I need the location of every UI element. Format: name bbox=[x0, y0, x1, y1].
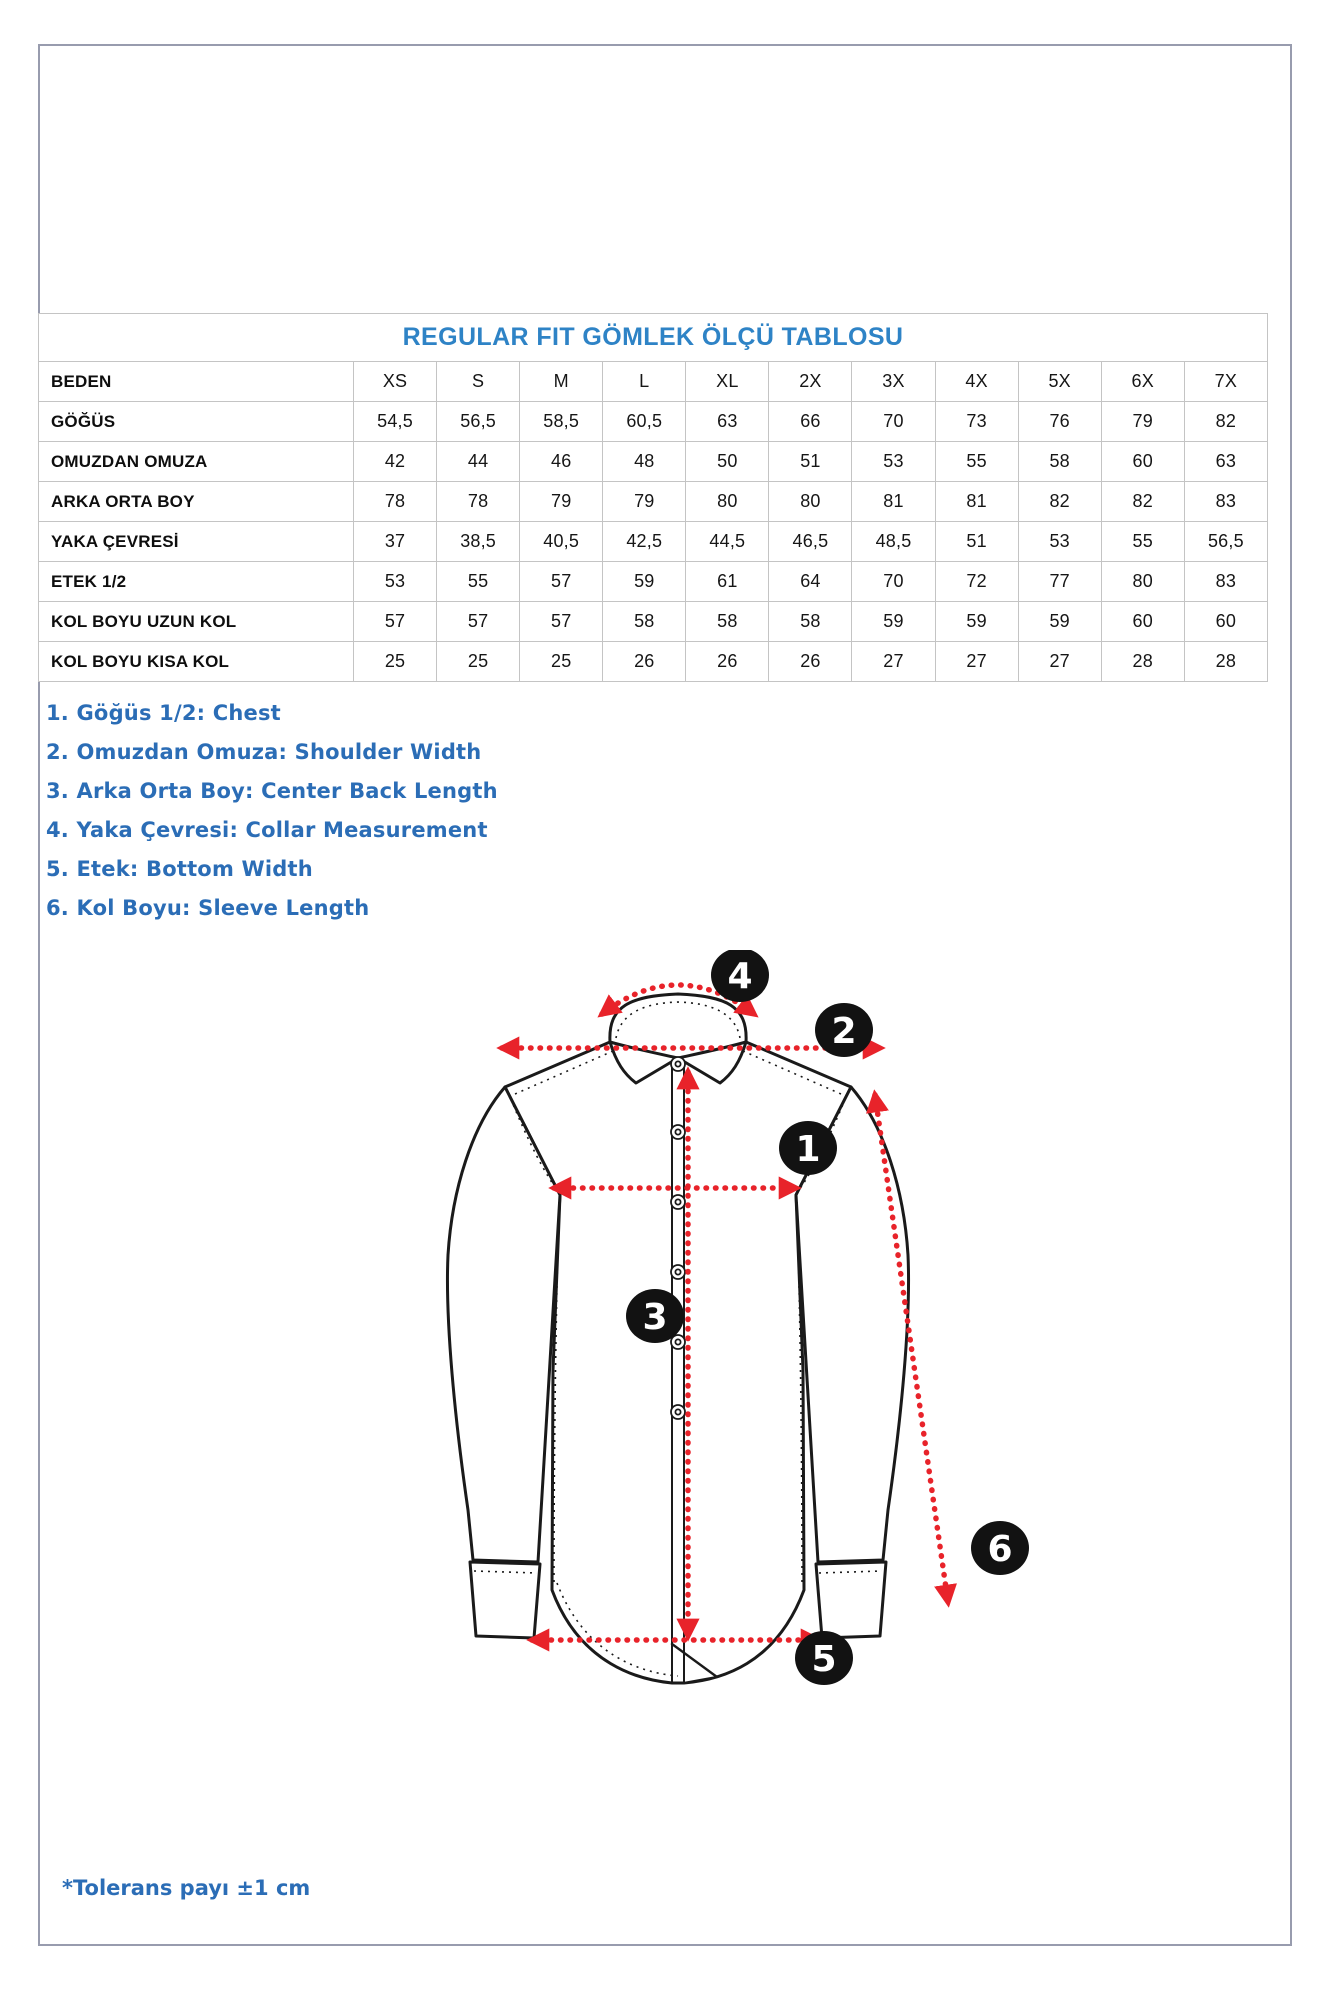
size-value-cell: 80 bbox=[1101, 562, 1184, 602]
size-table-row bbox=[39, 402, 1268, 442]
size-value-cell: 77 bbox=[1018, 562, 1101, 602]
size-table bbox=[38, 313, 1268, 682]
marker-1 bbox=[779, 1121, 837, 1175]
size-value-cell: 56,5 bbox=[1184, 522, 1267, 562]
size-value-cell: 53 bbox=[852, 442, 935, 482]
size-value-cell: 72 bbox=[935, 562, 1018, 602]
size-value-cell: 79 bbox=[603, 482, 686, 522]
size-value-cell: 27 bbox=[1018, 642, 1101, 682]
measurement-row-label: YAKA ÇEVRESİ bbox=[39, 522, 354, 562]
measurement-legend bbox=[46, 701, 498, 935]
size-value-cell: 70 bbox=[852, 402, 935, 442]
size-value-cell: 7X bbox=[1184, 362, 1267, 402]
marker-4 bbox=[711, 950, 769, 1002]
size-value-cell: 76 bbox=[1018, 402, 1101, 442]
size-value-cell: 58 bbox=[686, 602, 769, 642]
size-value-cell: 81 bbox=[935, 482, 1018, 522]
marker-6-number: 6 bbox=[987, 1528, 1013, 1570]
legend-item: 3. Arka Orta Boy: Center Back Length bbox=[46, 779, 498, 803]
size-value-cell: M bbox=[520, 362, 603, 402]
size-value-cell: 61 bbox=[686, 562, 769, 602]
size-value-cell: 42 bbox=[354, 442, 437, 482]
size-value-cell: 73 bbox=[935, 402, 1018, 442]
size-value-cell: 3X bbox=[852, 362, 935, 402]
size-table-title-row bbox=[39, 314, 1268, 362]
size-value-cell: 25 bbox=[354, 642, 437, 682]
size-value-cell: 58,5 bbox=[520, 402, 603, 442]
size-value-cell: 28 bbox=[1184, 642, 1267, 682]
size-value-cell: 57 bbox=[354, 602, 437, 642]
marker-5 bbox=[795, 1631, 853, 1685]
size-value-cell: 44,5 bbox=[686, 522, 769, 562]
measurement-row-label: OMUZDAN OMUZA bbox=[39, 442, 354, 482]
size-value-cell: 57 bbox=[437, 602, 520, 642]
size-value-cell: 6X bbox=[1101, 362, 1184, 402]
size-value-cell: 83 bbox=[1184, 562, 1267, 602]
marker-2 bbox=[815, 1003, 873, 1057]
size-value-cell: 59 bbox=[852, 602, 935, 642]
size-value-cell: 25 bbox=[437, 642, 520, 682]
shirt-drawing bbox=[420, 950, 1040, 1720]
legend-item: 4. Yaka Çevresi: Collar Measurement bbox=[46, 818, 488, 842]
size-value-cell: 5X bbox=[1018, 362, 1101, 402]
measurement-row-label: ARKA ORTA BOY bbox=[39, 482, 354, 522]
size-value-cell: S bbox=[437, 362, 520, 402]
size-value-cell: 25 bbox=[520, 642, 603, 682]
size-value-cell: 40,5 bbox=[520, 522, 603, 562]
size-value-cell: 38,5 bbox=[437, 522, 520, 562]
size-value-cell: 54,5 bbox=[354, 402, 437, 442]
size-table-row bbox=[39, 482, 1268, 522]
size-value-cell: 26 bbox=[603, 642, 686, 682]
size-value-cell: 80 bbox=[769, 482, 852, 522]
size-value-cell: 59 bbox=[603, 562, 686, 602]
size-value-cell: 66 bbox=[769, 402, 852, 442]
size-table-row bbox=[39, 442, 1268, 482]
marker-4-number: 4 bbox=[727, 955, 753, 997]
marker-2-number: 2 bbox=[831, 1010, 857, 1052]
size-header-label: BEDEN bbox=[39, 362, 354, 402]
size-value-cell: 46 bbox=[520, 442, 603, 482]
size-table-row bbox=[39, 362, 1268, 402]
size-value-cell: 78 bbox=[437, 482, 520, 522]
size-value-cell: 70 bbox=[852, 562, 935, 602]
size-value-cell: 27 bbox=[935, 642, 1018, 682]
size-value-cell: 60 bbox=[1101, 602, 1184, 642]
tolerance-footnote: *Tolerans payı ±1 cm bbox=[62, 1876, 311, 1900]
size-value-cell: 82 bbox=[1184, 402, 1267, 442]
size-table-row bbox=[39, 562, 1268, 602]
legend-item: 5. Etek: Bottom Width bbox=[46, 857, 313, 881]
size-value-cell: 78 bbox=[354, 482, 437, 522]
legend-item: 6. Kol Boyu: Sleeve Length bbox=[46, 896, 370, 920]
measurement-row-label: KOL BOYU KISA KOL bbox=[39, 642, 354, 682]
marker-1-number: 1 bbox=[795, 1128, 821, 1170]
size-value-cell: 57 bbox=[520, 602, 603, 642]
size-value-cell: 60 bbox=[1101, 442, 1184, 482]
measurement-row-label: GÖĞÜS bbox=[39, 402, 354, 442]
measurement-row-label: ETEK 1/2 bbox=[39, 562, 354, 602]
size-table-row bbox=[39, 602, 1268, 642]
size-value-cell: 55 bbox=[1101, 522, 1184, 562]
size-value-cell: 59 bbox=[1018, 602, 1101, 642]
size-value-cell: 59 bbox=[935, 602, 1018, 642]
size-value-cell: 58 bbox=[1018, 442, 1101, 482]
size-value-cell: 53 bbox=[354, 562, 437, 602]
size-value-cell: 82 bbox=[1101, 482, 1184, 522]
size-value-cell: 27 bbox=[852, 642, 935, 682]
size-value-cell: 50 bbox=[686, 442, 769, 482]
size-value-cell: 83 bbox=[1184, 482, 1267, 522]
marker-6 bbox=[971, 1521, 1029, 1575]
size-value-cell: 42,5 bbox=[603, 522, 686, 562]
size-value-cell: XL bbox=[686, 362, 769, 402]
size-table-title: REGULAR FIT GÖMLEK ÖLÇÜ TABLOSU bbox=[39, 314, 1268, 362]
size-value-cell: 58 bbox=[603, 602, 686, 642]
size-value-cell: 60 bbox=[1184, 602, 1267, 642]
marker-3 bbox=[626, 1289, 684, 1343]
legend-item: 1. Göğüs 1/2: Chest bbox=[46, 701, 281, 725]
size-value-cell: 81 bbox=[852, 482, 935, 522]
shirt-diagram bbox=[420, 950, 1040, 1720]
size-value-cell: 63 bbox=[686, 402, 769, 442]
size-value-cell: 55 bbox=[935, 442, 1018, 482]
size-value-cell: 60,5 bbox=[603, 402, 686, 442]
size-value-cell: 80 bbox=[686, 482, 769, 522]
size-value-cell: 37 bbox=[354, 522, 437, 562]
size-value-cell: 58 bbox=[769, 602, 852, 642]
size-value-cell: 82 bbox=[1018, 482, 1101, 522]
measurement-row-label: KOL BOYU UZUN KOL bbox=[39, 602, 354, 642]
size-value-cell: 48,5 bbox=[852, 522, 935, 562]
size-value-cell: 79 bbox=[1101, 402, 1184, 442]
size-value-cell: 26 bbox=[686, 642, 769, 682]
shirt-left-cuff bbox=[470, 1562, 540, 1638]
size-value-cell: 44 bbox=[437, 442, 520, 482]
size-value-cell: 2X bbox=[769, 362, 852, 402]
size-value-cell: 64 bbox=[769, 562, 852, 602]
size-value-cell: 79 bbox=[520, 482, 603, 522]
marker-5-number: 5 bbox=[811, 1638, 837, 1680]
size-value-cell: 51 bbox=[769, 442, 852, 482]
size-value-cell: 55 bbox=[437, 562, 520, 602]
size-value-cell: XS bbox=[354, 362, 437, 402]
size-table-rows bbox=[39, 314, 1268, 682]
size-value-cell: 56,5 bbox=[437, 402, 520, 442]
size-table-row bbox=[39, 642, 1268, 682]
size-value-cell: 4X bbox=[935, 362, 1018, 402]
size-value-cell: 28 bbox=[1101, 642, 1184, 682]
size-value-cell: 26 bbox=[769, 642, 852, 682]
size-table-row bbox=[39, 522, 1268, 562]
size-value-cell: 48 bbox=[603, 442, 686, 482]
size-value-cell: L bbox=[603, 362, 686, 402]
marker-3-number: 3 bbox=[642, 1296, 668, 1338]
size-value-cell: 57 bbox=[520, 562, 603, 602]
size-value-cell: 53 bbox=[1018, 522, 1101, 562]
size-value-cell: 63 bbox=[1184, 442, 1267, 482]
legend-item: 2. Omuzdan Omuza: Shoulder Width bbox=[46, 740, 482, 764]
size-value-cell: 51 bbox=[935, 522, 1018, 562]
size-value-cell: 46,5 bbox=[769, 522, 852, 562]
